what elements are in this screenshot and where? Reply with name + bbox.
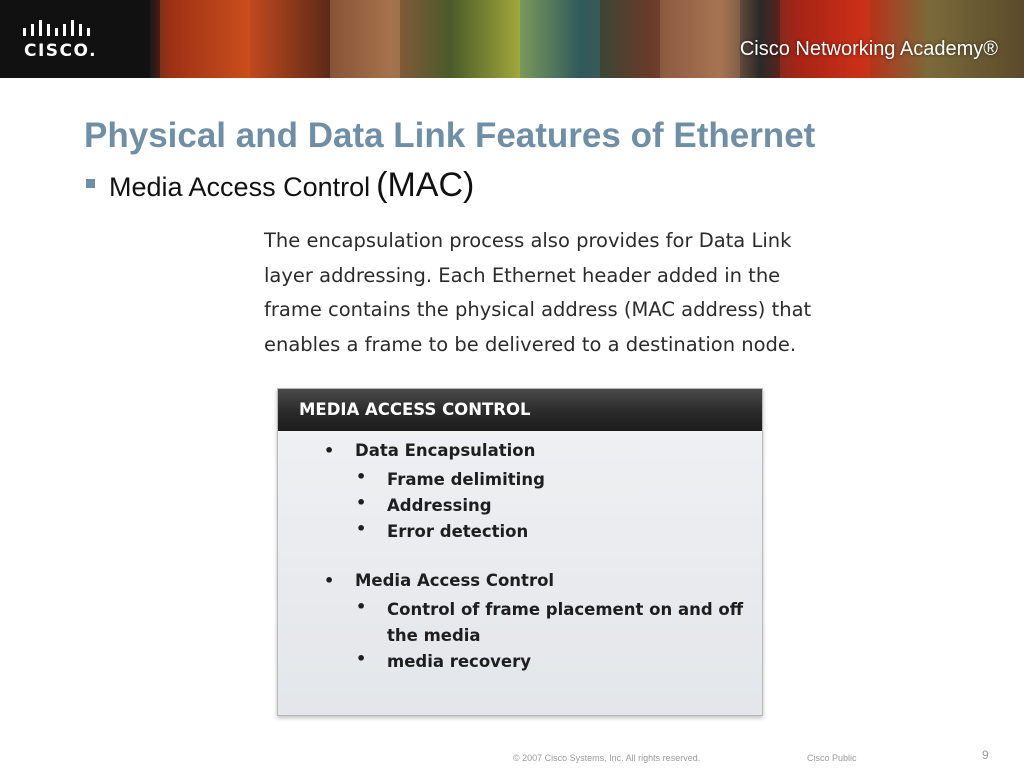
- paragraph-line: layer addressing. Each Ethernet header added in the: [264, 263, 781, 287]
- footer-classification: Cisco Public: [807, 753, 857, 763]
- mac-panel: [277, 388, 763, 716]
- sub-item: media recovery: [387, 652, 532, 671]
- header-banner: [0, 0, 1024, 78]
- list-item: [278, 493, 762, 519]
- list-item: [278, 597, 762, 649]
- square-bullet-icon: [86, 179, 95, 188]
- bullet-dot-icon: •: [356, 597, 367, 616]
- panel-list: [278, 441, 762, 675]
- cisco-bars-icon: [22, 18, 94, 40]
- bullet-abbreviation: (MAC): [376, 166, 475, 204]
- list-item: [278, 649, 762, 675]
- list-item: [278, 441, 762, 467]
- bullet-dot-icon: •: [356, 493, 367, 512]
- panel-header: MEDIA ACCESS CONTROL: [278, 389, 762, 431]
- main-bullet: [86, 166, 474, 205]
- list-gap: [278, 545, 762, 571]
- list-item: [278, 519, 762, 545]
- bullet-dot-icon: •: [324, 441, 335, 460]
- bullet-dot-icon: •: [356, 519, 367, 538]
- sub-item: Frame delimiting: [387, 470, 545, 489]
- paragraph-line: enables a frame to be delivered to a destination node.: [264, 332, 797, 356]
- banner-photo: [660, 0, 740, 78]
- slide-title: Physical and Data Link Features of Ethernet: [84, 116, 816, 155]
- academy-label: Cisco Networking Academy®: [739, 38, 998, 60]
- description-paragraph: [264, 224, 844, 362]
- sub-item: Error detection: [387, 522, 529, 541]
- footer-copyright: © 2007 Cisco Systems, Inc. All rights reserved.: [513, 753, 701, 763]
- cisco-logo-text: CISCO.: [24, 41, 98, 61]
- banner-photo: [160, 0, 250, 78]
- bullet-dot-icon: •: [356, 649, 367, 668]
- sub-item: Addressing: [387, 496, 492, 515]
- bullet-text: Media Access Control: [109, 172, 371, 202]
- group-label: Media Access Control: [355, 571, 555, 590]
- banner-photo: [520, 0, 600, 78]
- sub-item: Control of frame placement on and off the media: [387, 600, 744, 645]
- paragraph-line: The encapsulation process also provides for Data Link: [264, 229, 792, 252]
- bullet-dot-icon: •: [356, 467, 367, 486]
- paragraph-line: frame contains the physical address (MAC address) that: [264, 298, 812, 321]
- group-label: Data Encapsulation: [355, 441, 536, 460]
- banner-photo: [330, 0, 400, 78]
- bullet-dot-icon: •: [324, 571, 335, 590]
- list-item: [278, 571, 762, 597]
- cisco-logo: [0, 0, 150, 78]
- page-number: 9: [982, 748, 989, 762]
- list-item: [278, 467, 762, 493]
